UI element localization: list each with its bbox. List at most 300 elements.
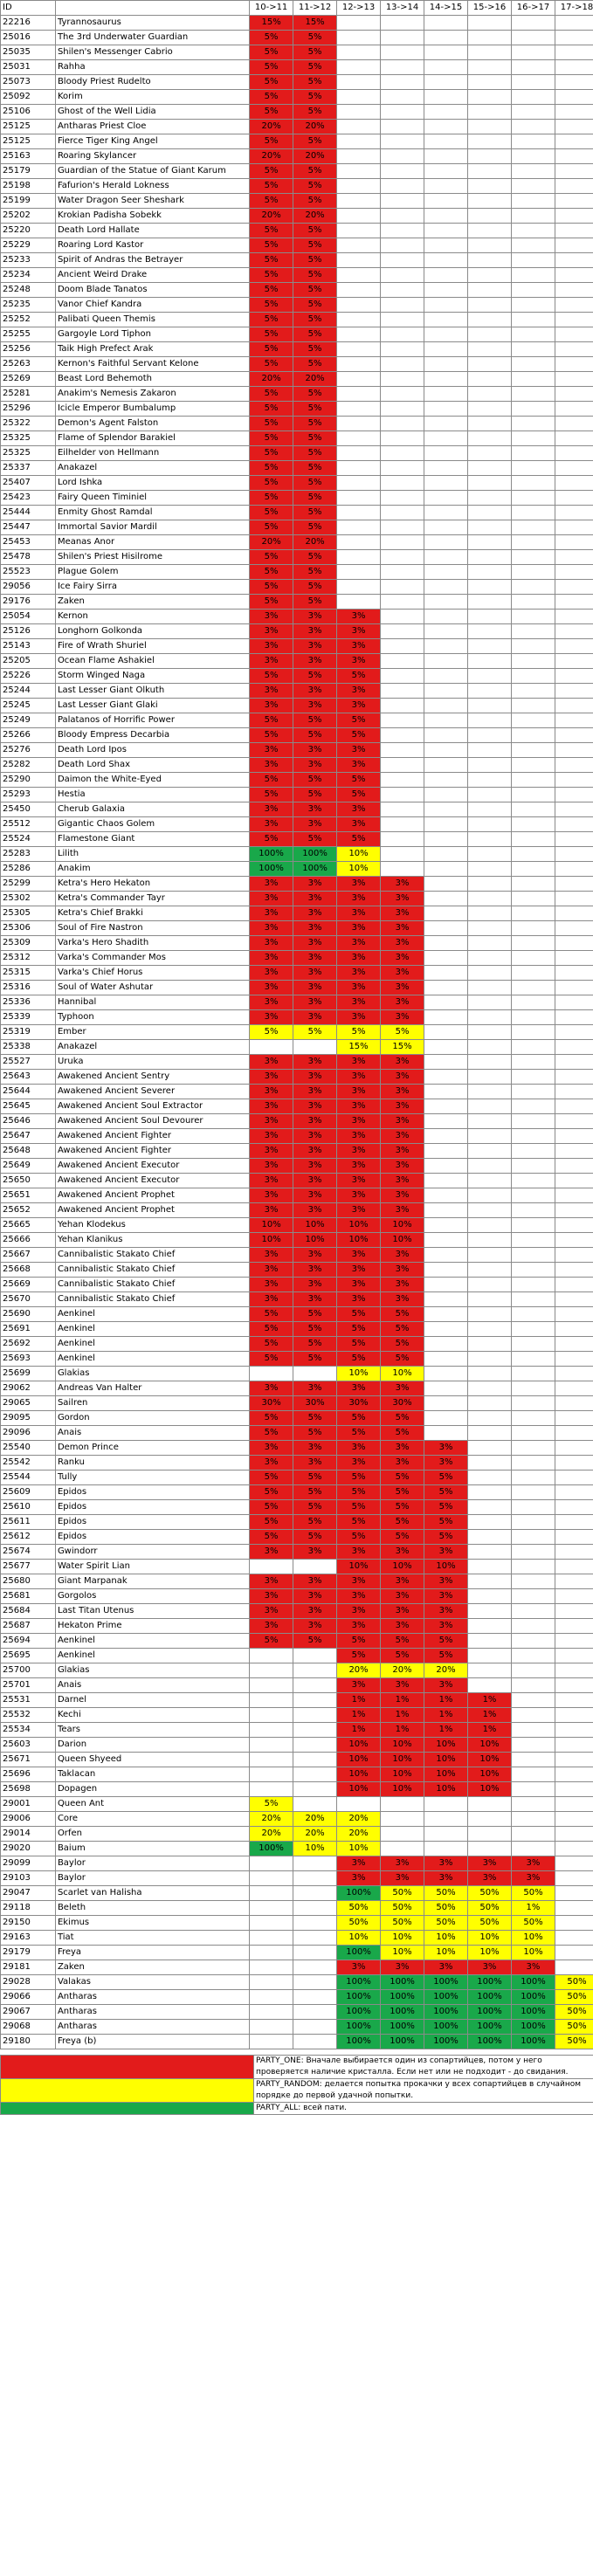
level-cell [555,1589,593,1604]
level-cell [424,520,468,535]
table-row [1,1114,593,1129]
row-id: 29180 [1,2035,56,2049]
level-cell [337,535,381,550]
level-cell: 5% [293,595,337,610]
level-cell [555,699,593,713]
level-cell: 5% [293,224,337,238]
row-id: 25126 [1,624,56,639]
level-cell [512,1292,555,1307]
level-cell: 3% [337,877,381,892]
level-cell: 5% [293,476,337,491]
level-cell: 15% [337,1040,381,1055]
level-cell [512,1426,555,1441]
level-cell [468,1174,512,1188]
level-cell: 3% [337,1114,381,1129]
table-row [1,1515,593,1530]
level-cell: 3% [250,877,293,892]
level-cell [424,847,468,862]
level-cell [555,936,593,951]
level-cell: 3% [381,966,424,981]
level-cell [250,1916,293,1931]
level-cell: 3% [293,639,337,654]
row-id: 25316 [1,981,56,995]
level-cell: 3% [250,1381,293,1396]
table-row [1,238,593,253]
level-cell [381,713,424,728]
level-cell: 5% [293,550,337,565]
level-cell: 3% [337,1248,381,1263]
level-cell: 5% [250,595,293,610]
level-cell [424,936,468,951]
level-cell [555,1856,593,1871]
level-cell [512,832,555,847]
level-cell [250,1723,293,1738]
level-cell: 5% [250,1485,293,1500]
column-header-level: 16->17 [512,1,555,16]
level-cell: 5% [293,1307,337,1322]
table-row [1,1901,593,1916]
level-cell: 3% [250,1144,293,1159]
table-row [1,951,593,966]
level-cell [512,1367,555,1381]
level-cell [512,60,555,75]
level-cell [468,684,512,699]
level-cell [424,209,468,224]
level-cell: 3% [250,1099,293,1114]
level-cell [337,595,381,610]
row-name: Ketra's Commander Tayr [55,892,249,906]
level-cell [337,357,381,372]
level-cell [424,313,468,327]
level-cell: 100% [468,1975,512,1990]
row-id: 25244 [1,684,56,699]
level-cell [468,1515,512,1530]
level-cell [512,610,555,624]
level-cell [468,1827,512,1842]
level-cell: 3% [250,1114,293,1129]
level-cell [512,268,555,283]
level-cell [293,2020,337,2035]
level-cell: 3% [468,1856,512,1871]
level-cell: 10% [337,1560,381,1574]
level-cell: 3% [337,699,381,713]
row-name: Bloody Empress Decarbia [55,728,249,743]
row-name: Varka's Commander Mos [55,951,249,966]
level-cell: 5% [337,1471,381,1485]
level-cell [468,1129,512,1144]
row-id: 25198 [1,179,56,194]
level-cell: 3% [293,610,337,624]
level-cell [512,654,555,669]
row-name: Fairy Queen Timiniel [55,491,249,506]
level-cell: 50% [555,1990,593,2005]
table-row [1,2005,593,2020]
table-row [1,921,593,936]
table-row [1,253,593,268]
level-cell: 5% [293,1337,337,1352]
row-name: Longhorn Golkonda [55,624,249,639]
level-cell: 5% [293,327,337,342]
level-cell: 5% [337,1485,381,1500]
level-cell [555,1248,593,1263]
table-row [1,1292,593,1307]
row-id: 25035 [1,45,56,60]
row-id: 25611 [1,1515,56,1530]
level-cell [468,506,512,520]
level-cell [512,1723,555,1738]
level-cell: 5% [250,194,293,209]
level-cell [468,1010,512,1025]
level-cell [512,164,555,179]
table-row [1,1025,593,1040]
level-cell: 3% [250,1292,293,1307]
level-cell: 1% [337,1708,381,1723]
level-cell [555,951,593,966]
level-cell [468,1471,512,1485]
level-cell [512,1663,555,1678]
level-cell: 5% [250,238,293,253]
table-row [1,1263,593,1278]
row-id: 25691 [1,1322,56,1337]
level-cell: 5% [250,327,293,342]
level-cell [468,268,512,283]
row-id: 25512 [1,817,56,832]
row-name: Queen Ant [55,1797,249,1812]
level-cell [293,1693,337,1708]
level-cell [468,1426,512,1441]
level-cell [468,120,512,134]
table-row [1,194,593,209]
level-cell [381,1812,424,1827]
level-cell: 3% [424,1871,468,1886]
level-cell: 100% [381,2020,424,2035]
level-cell [381,253,424,268]
level-cell [337,268,381,283]
level-cell: 10% [337,1842,381,1856]
level-cell: 5% [293,565,337,580]
table-row [1,981,593,995]
level-cell: 100% [337,2005,381,2020]
level-cell [293,1560,337,1574]
level-cell [424,357,468,372]
level-cell: 5% [293,1515,337,1530]
table-row [1,1411,593,1426]
level-cell: 3% [250,1085,293,1099]
level-cell [468,283,512,298]
level-cell [512,149,555,164]
level-cell [512,1619,555,1634]
level-cell [512,1500,555,1515]
level-cell [512,298,555,313]
row-id: 25695 [1,1649,56,1663]
level-cell [337,313,381,327]
row-name: Awakened Ancient Fighter [55,1144,249,1159]
level-cell [555,313,593,327]
level-cell [468,981,512,995]
row-name: Palibati Queen Themis [55,313,249,327]
level-cell [555,327,593,342]
level-cell [337,253,381,268]
level-cell: 5% [337,773,381,788]
level-cell [424,387,468,402]
level-cell [468,209,512,224]
level-cell [512,283,555,298]
level-cell [512,1129,555,1144]
level-cell [512,535,555,550]
row-name: Ketra's Chief Brakki [55,906,249,921]
level-cell [424,31,468,45]
level-cell [424,1263,468,1278]
level-cell [512,1693,555,1708]
level-cell [381,684,424,699]
table-row [1,1560,593,1574]
level-cell [512,402,555,417]
table-row [1,1426,593,1441]
level-cell [337,120,381,134]
level-cell: 3% [337,758,381,773]
level-cell [381,610,424,624]
level-cell: 3% [293,1278,337,1292]
level-cell [555,1381,593,1396]
level-cell: 5% [381,1322,424,1337]
table-row [1,31,593,45]
level-cell: 5% [250,580,293,595]
level-cell [468,90,512,105]
level-cell [555,624,593,639]
row-id: 25684 [1,1604,56,1619]
level-cell: 5% [293,90,337,105]
level-cell: 5% [250,446,293,461]
level-cell [468,1218,512,1233]
row-name: Roaring Lord Kastor [55,238,249,253]
level-cell [555,713,593,728]
level-cell: 3% [337,1263,381,1278]
level-cell: 1% [424,1708,468,1723]
level-cell [468,1381,512,1396]
level-cell: 5% [250,357,293,372]
level-cell [468,654,512,669]
table-row [1,134,593,149]
level-cell [555,1886,593,1901]
level-cell [555,1010,593,1025]
level-cell: 3% [337,1960,381,1975]
level-cell [381,847,424,862]
table-row [1,402,593,417]
row-id: 25337 [1,461,56,476]
level-cell: 3% [337,1871,381,1886]
level-cell [468,31,512,45]
level-cell: 3% [250,639,293,654]
level-cell: 3% [293,936,337,951]
level-cell [424,1426,468,1441]
row-name: Anakim's Nemesis Zakaron [55,387,249,402]
level-cell [381,60,424,75]
level-cell: 3% [468,1871,512,1886]
level-cell [555,1233,593,1248]
level-cell: 5% [293,1500,337,1515]
table-row [1,877,593,892]
level-cell [381,268,424,283]
row-name: Kernon [55,610,249,624]
row-name: Dopagen [55,1782,249,1797]
table-row [1,1099,593,1114]
level-cell [468,610,512,624]
level-cell [424,105,468,120]
level-cell [468,417,512,431]
level-cell: 5% [250,1352,293,1367]
level-cell: 100% [512,2020,555,2035]
level-cell [555,164,593,179]
level-cell: 3% [293,1441,337,1456]
level-cell [555,1960,593,1975]
level-cell [555,1782,593,1797]
row-id: 25690 [1,1307,56,1322]
row-name: Anakim [55,862,249,877]
row-id: 25281 [1,387,56,402]
level-cell: 100% [337,1990,381,2005]
level-cell: 10% [424,1753,468,1767]
level-cell: 3% [337,921,381,936]
level-cell [381,728,424,743]
level-cell: 5% [293,298,337,313]
level-cell [381,654,424,669]
level-cell [337,75,381,90]
level-cell [555,862,593,877]
level-cell [250,1040,293,1055]
level-cell: 3% [250,1619,293,1634]
level-cell: 5% [250,31,293,45]
level-cell [381,431,424,446]
level-cell [555,1099,593,1114]
level-cell [512,342,555,357]
level-cell [555,1307,593,1322]
level-cell [468,743,512,758]
level-cell: 100% [250,862,293,877]
level-cell: 20% [250,372,293,387]
level-cell [555,610,593,624]
level-cell: 10% [337,1738,381,1753]
level-cell [337,491,381,506]
level-cell: 5% [293,134,337,149]
level-cell [468,817,512,832]
level-cell [555,387,593,402]
level-cell [250,2020,293,2035]
level-cell: 3% [250,1604,293,1619]
row-id: 25527 [1,1055,56,1070]
row-id: 25125 [1,134,56,149]
table-row [1,1278,593,1292]
level-cell [250,1678,293,1693]
level-cell: 3% [381,1871,424,1886]
level-cell [424,164,468,179]
level-cell: 3% [424,1574,468,1589]
level-cell [250,1649,293,1663]
level-cell [468,966,512,981]
row-name: Scarlet van Halisha [55,1886,249,1901]
level-cell [424,1797,468,1812]
level-cell: 100% [468,2005,512,2020]
level-cell: 100% [250,1842,293,1856]
level-cell: 3% [293,684,337,699]
table-row [1,1693,593,1708]
level-cell [468,758,512,773]
level-cell [468,535,512,550]
level-cell: 100% [381,2035,424,2049]
column-header-level: 11->12 [293,1,337,16]
level-cell [512,892,555,906]
row-id: 25252 [1,313,56,327]
level-cell: 3% [337,892,381,906]
table-row [1,580,593,595]
row-id: 25610 [1,1500,56,1515]
row-name: Bloody Priest Rudelto [55,75,249,90]
level-cell [512,372,555,387]
row-name: Flamestone Giant [55,832,249,847]
table-row [1,1856,593,1871]
level-cell [381,550,424,565]
level-cell [555,981,593,995]
level-cell [424,773,468,788]
level-cell [512,31,555,45]
level-cell [293,1871,337,1886]
level-cell [512,550,555,565]
table-row [1,832,593,847]
level-cell: 3% [293,1589,337,1604]
level-cell: 3% [250,699,293,713]
level-cell: 5% [250,298,293,313]
row-id: 25054 [1,610,56,624]
level-cell: 5% [293,1411,337,1426]
row-name: Freya [55,1946,249,1960]
table-row [1,1871,593,1886]
level-cell: 3% [424,1619,468,1634]
level-cell [512,847,555,862]
row-id: 25670 [1,1292,56,1307]
row-name: Awakened Ancient Executor [55,1174,249,1188]
row-id: 25302 [1,892,56,906]
row-name: Beleth [55,1901,249,1916]
level-cell: 5% [250,224,293,238]
row-id: 25296 [1,402,56,417]
row-name: Vanor Chief Kandra [55,298,249,313]
row-name: Water Spirit Lian [55,1560,249,1574]
level-cell: 5% [293,773,337,788]
level-cell: 50% [381,1886,424,1901]
level-cell: 10% [381,1767,424,1782]
column-header-level: 15->16 [468,1,512,16]
level-cell: 50% [555,2005,593,2020]
level-cell [424,1188,468,1203]
level-cell [424,1085,468,1099]
level-cell: 20% [293,372,337,387]
level-cell [424,743,468,758]
level-cell: 3% [293,1174,337,1188]
row-name: Korim [55,90,249,105]
row-id: 29056 [1,580,56,595]
level-cell: 3% [250,1441,293,1456]
row-id: 25290 [1,773,56,788]
level-cell [424,342,468,357]
level-cell [555,506,593,520]
level-cell [512,1010,555,1025]
level-cell: 1% [424,1723,468,1738]
level-cell [555,1678,593,1693]
level-cell: 10% [381,1218,424,1233]
level-cell: 3% [381,1248,424,1263]
level-cell [555,1278,593,1292]
level-cell [381,669,424,684]
level-cell [468,224,512,238]
